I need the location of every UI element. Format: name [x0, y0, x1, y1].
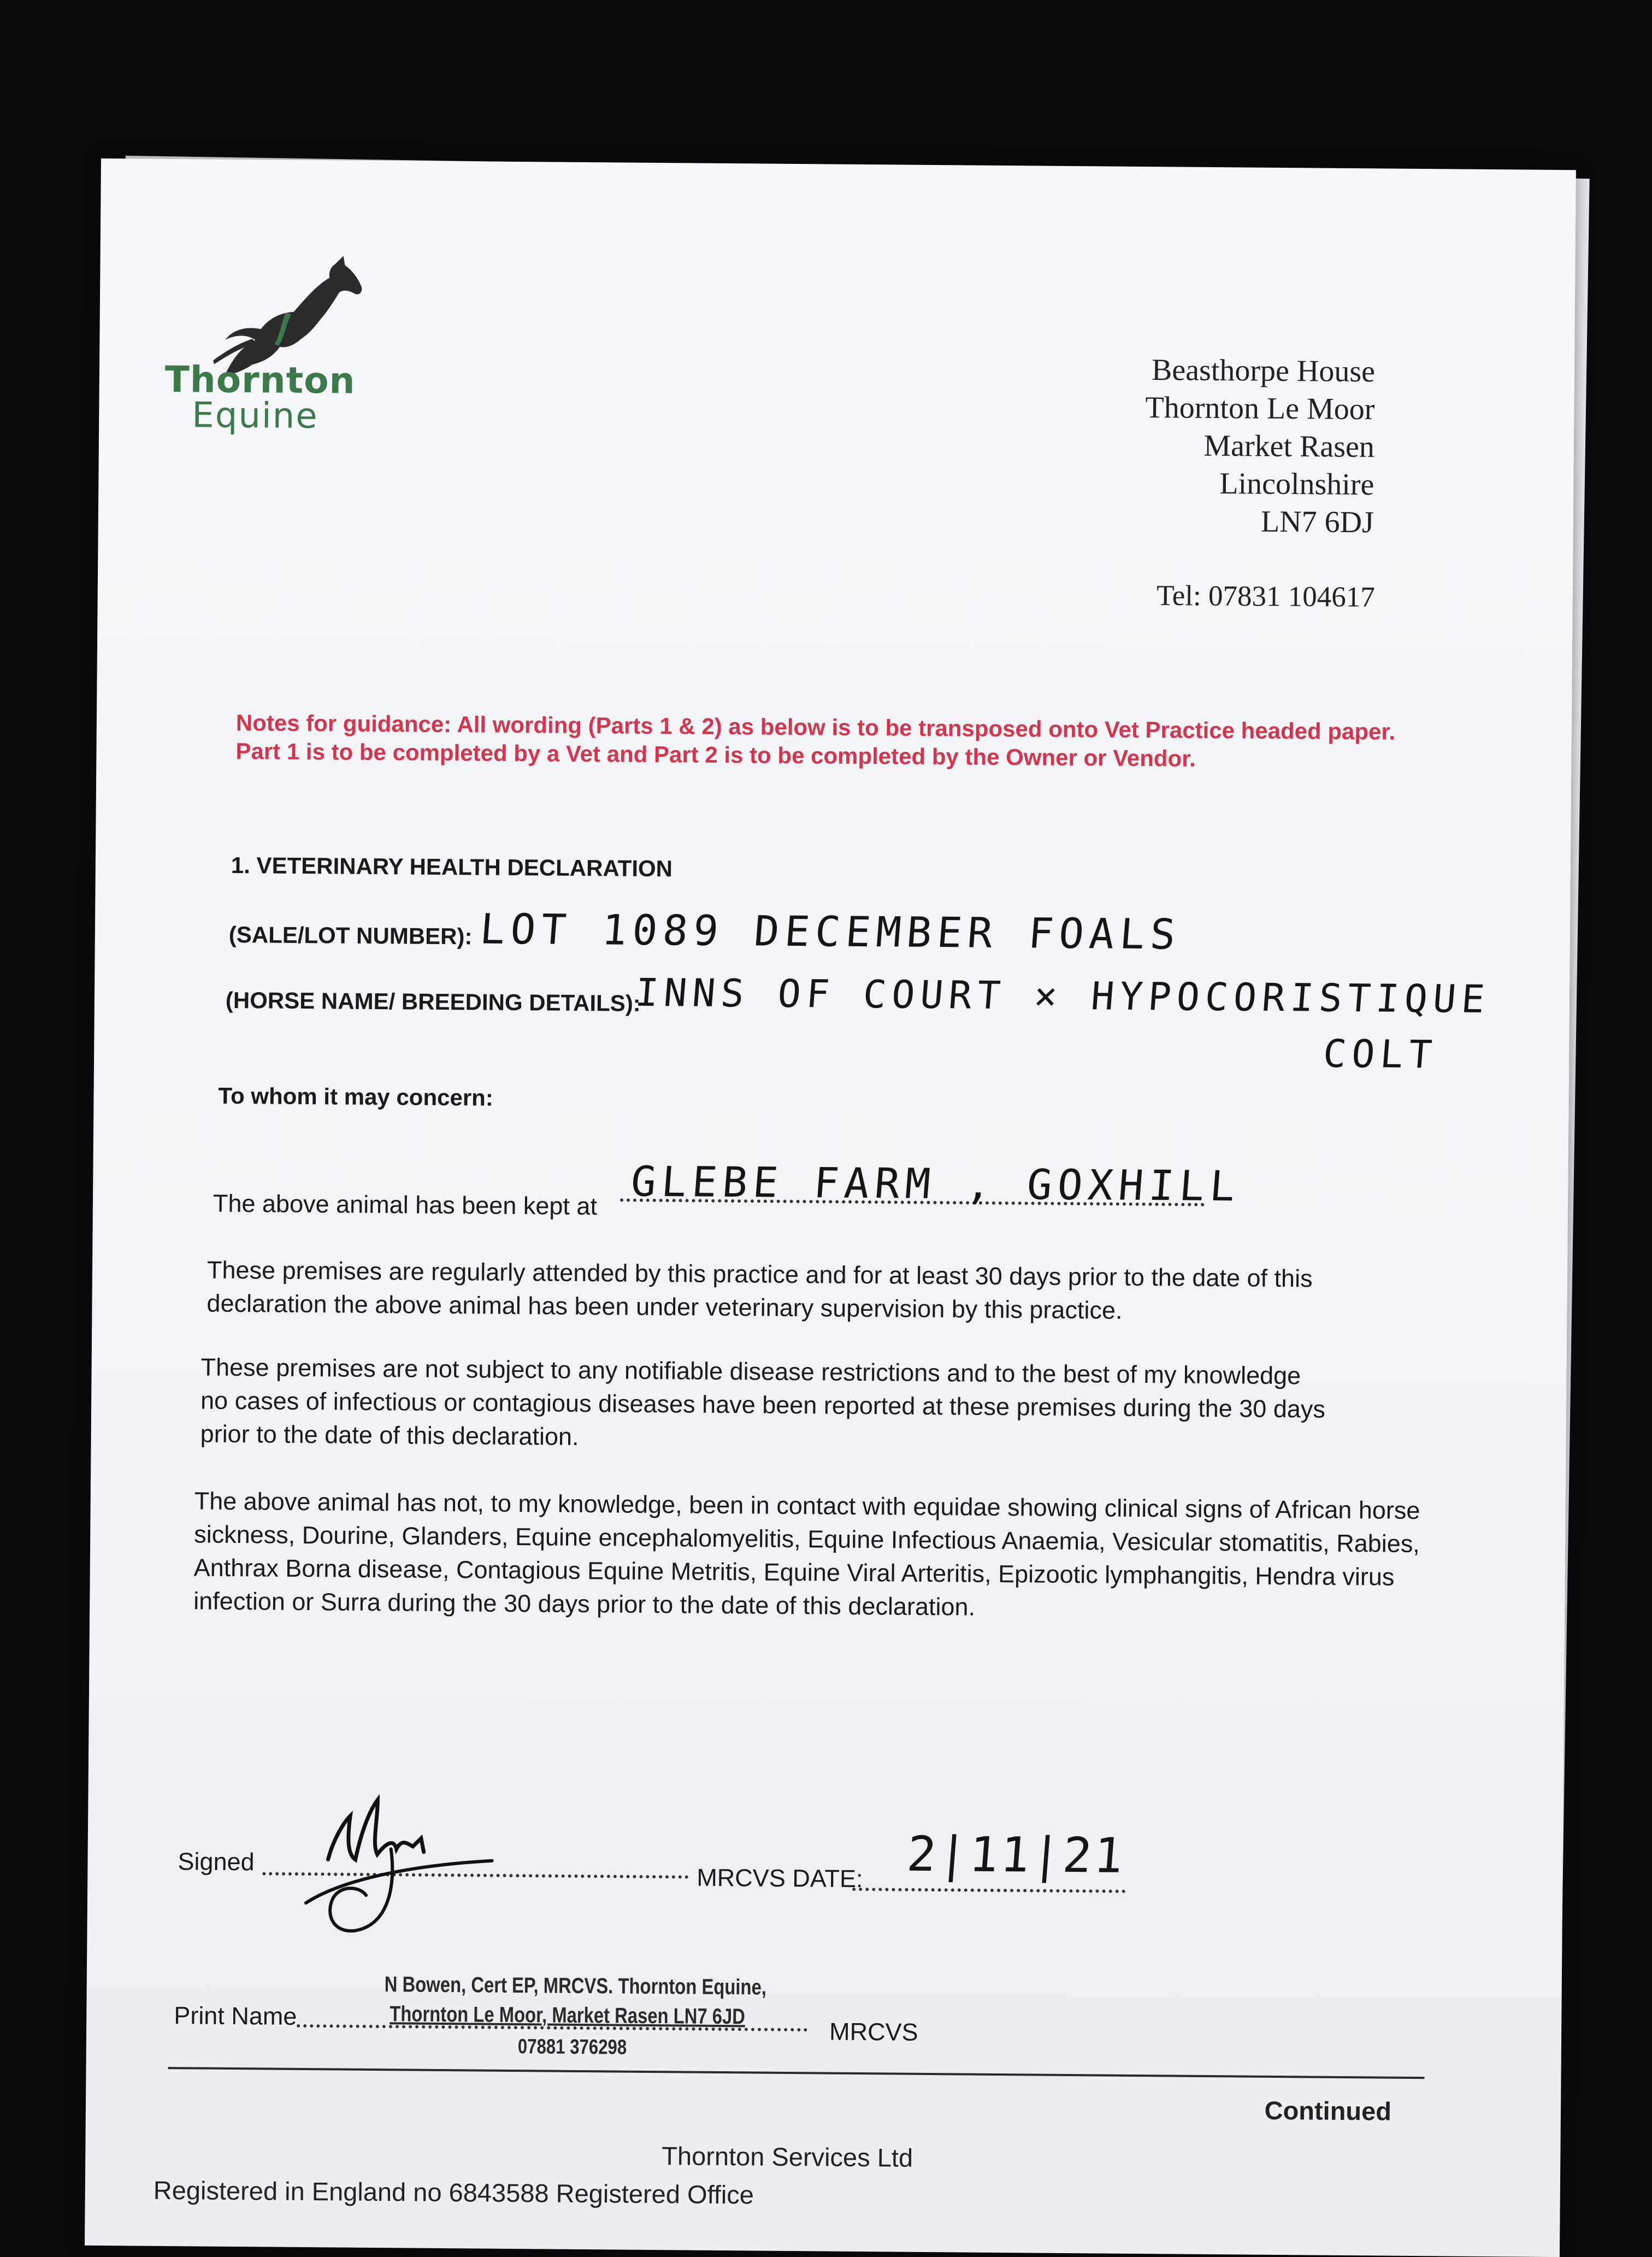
practice-address [937, 350, 1376, 541]
logo-word-equine: Equine [192, 395, 318, 437]
date-value: 2|11|21 [905, 1825, 1128, 1884]
kept-at-value: GLEBE FARM , GOXHILL [629, 1157, 1242, 1211]
paragraph-supervision: These premises are regularly attended by this practice and for at least 30 days prior to the date of this declaration the above animal has been under veterinary supervision by this practice. [206, 1256, 1313, 1324]
address-line: LN7 6DJ [1260, 504, 1374, 540]
handwritten-signature [294, 1777, 526, 1954]
section-heading: 1. VETERINARY HEALTH DECLARATION [231, 852, 673, 882]
company-name: Thornton Services Ltd [662, 2141, 913, 2172]
continued-label: Continued [1264, 2095, 1392, 2126]
footer-divider [168, 2067, 1425, 2079]
address-line: Thornton Le Moor [1145, 391, 1375, 427]
salutation: To whom it may concern: [218, 1082, 494, 1111]
horse-details-value: INNS OF COURT × HYPOCORISTIQUE [633, 970, 1492, 1022]
sale-lot-value: LOT 1089 DECEMBER FOALS [478, 904, 1183, 959]
paragraph-no-contact: The above animal has not, to my knowledge, been in contact with equidae showing clinical signs of African horse sickness, Dourine, Glanders, Equine encephalomyelitis, Equine Infectious Anaemia, Vesicular stomatitis, Rabies, Anthrax Borna disease, Contagious Equine Metritis, Equine Viral Arteritis, Epizootic lymphangitis, Hendra virus infection or Surra during the 30 days prior to the date of this declaration. [193, 1487, 1420, 1621]
address-line: Beasthorpe House [1151, 353, 1376, 389]
registration-details: Registered in England no 6843588 Registered Office [153, 2175, 754, 2209]
sale-lot-label: (SALE/LOT NUMBER): [228, 921, 473, 950]
stamp-line-2: Thornton Le Moor, Market Rasen LN7 6JD [390, 2002, 746, 2029]
horse-details-value-line2: COLT [1321, 1031, 1439, 1077]
telephone: Tel: 07831 104617 [1156, 580, 1375, 614]
stamp-line-3: 07881 376298 [517, 2035, 627, 2059]
address-line: Lincolnshire [1219, 467, 1374, 502]
print-name-label: Print Name [174, 2001, 297, 2030]
guidance-notes: Notes for guidance: All wording (Parts 1 & 2) as below is to be transposed onto Vet Practice headed paper. Part 1 is to be completed by a Vet and Part 2 is to be completed by the Owner or Vendor. [235, 709, 1396, 771]
stamp-line-1: N Bowen, Cert EP, MRCVS. Thornton Equine, [384, 1972, 767, 2000]
horse-details-label: (HORSE NAME/ BREEDING DETAILS): [225, 987, 641, 1016]
paragraph-no-restrictions: These premises are not subject to any notifiable disease restrictions and to the best of my knowledge no cases of infectious or contagious diseases have been reported at these premises during the 30 days prior to the date of this declaration. [200, 1353, 1326, 1451]
mrcvs-date-label: MRCVS DATE: [697, 1863, 863, 1893]
logo-word-thornton: Thornton [164, 358, 356, 402]
print-mrcvs-label: MRCVS [829, 2017, 918, 2046]
document-page [85, 158, 1576, 2257]
signed-label: Signed [178, 1847, 255, 1876]
address-line: Market Rasen [1203, 428, 1375, 464]
company-logo [164, 252, 396, 439]
kept-at-label: The above animal has been kept at [213, 1189, 598, 1221]
